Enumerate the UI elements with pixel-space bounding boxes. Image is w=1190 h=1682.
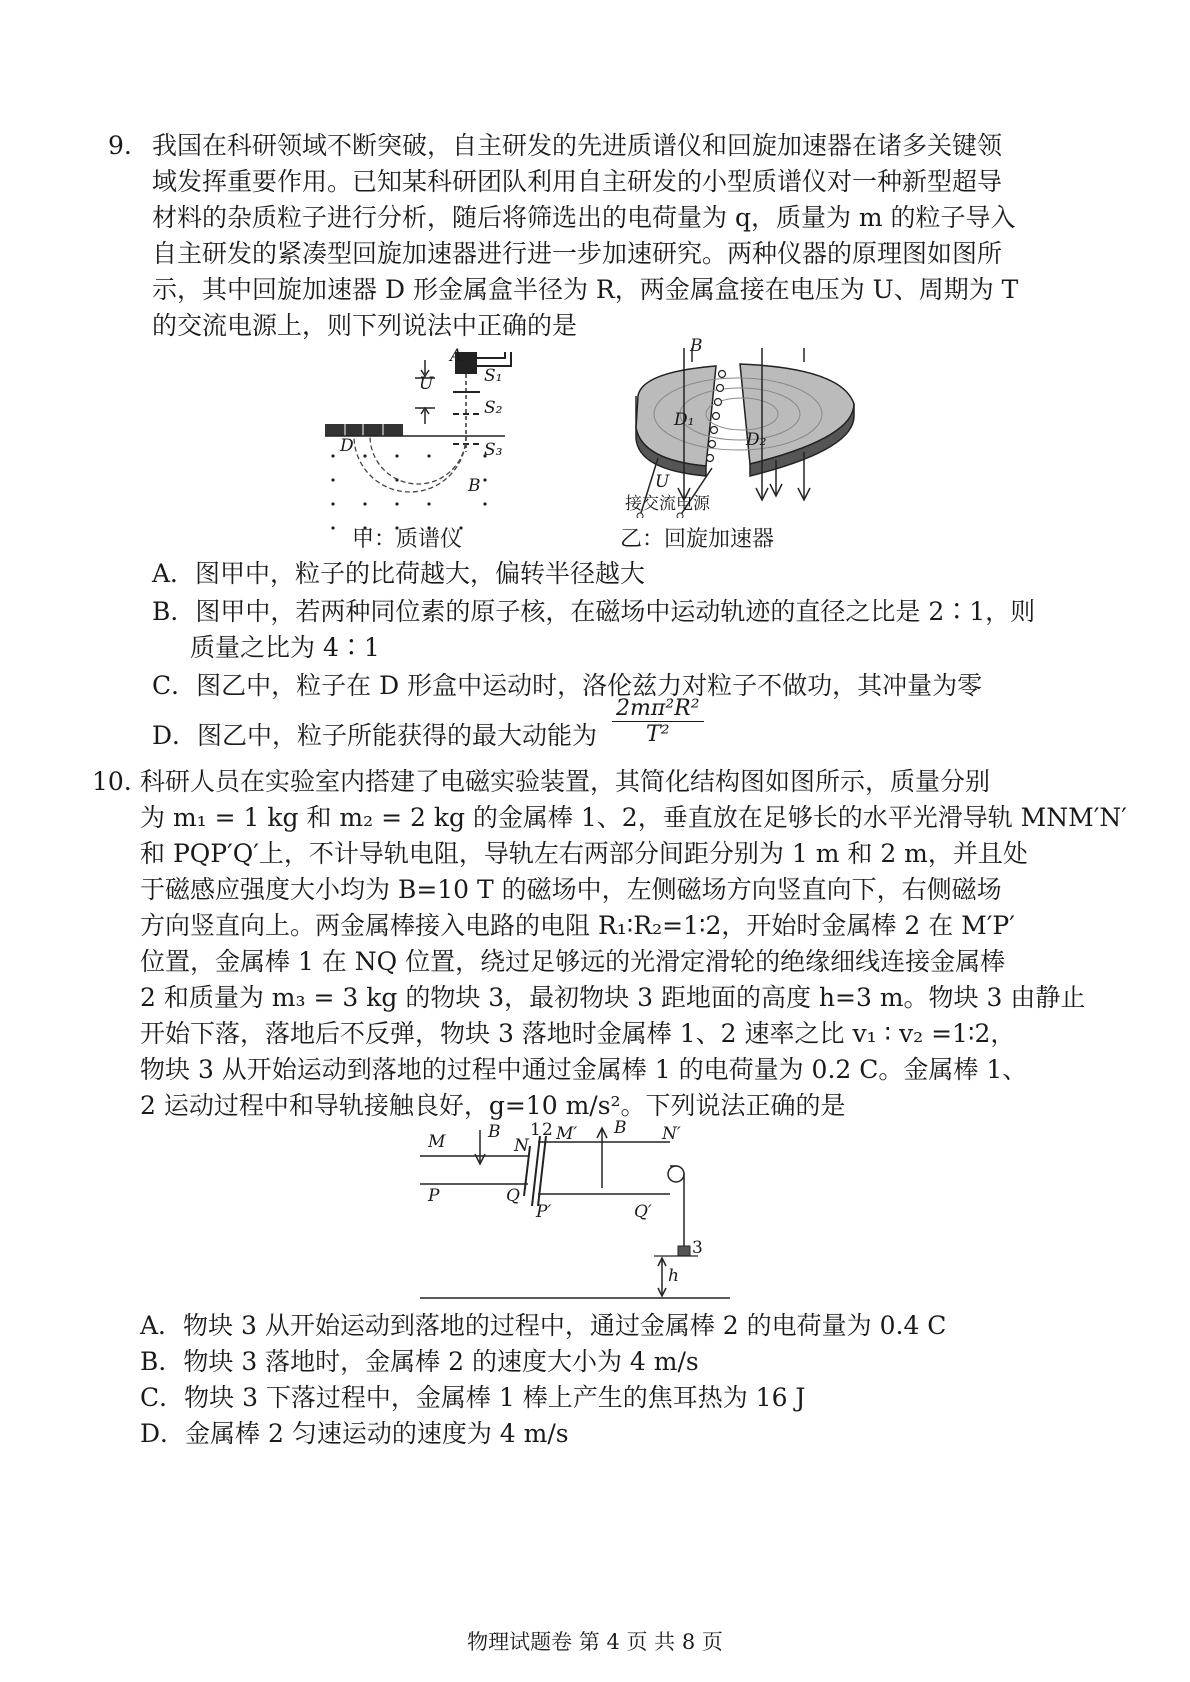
question-10-line-2: 为 m₁ = 1 kg 和 m₂ = 2 kg 的金属棒 1、2，垂直放在足够长的水平光滑导轨 MNM′N′ xyxy=(140,803,1127,832)
question-9-line-2: 域发挥重要作用。已知某科研团队利用自主研发的小型质谱仪对一种新型超导 xyxy=(152,167,1003,196)
question-10-line-10: 2 运动过程中和导轨接触良好，g=10 m/s²。下列说法正确的是 xyxy=(140,1091,846,1120)
fraction-denominator: T² xyxy=(646,722,670,747)
label-p-prime: P′ xyxy=(536,1202,552,1222)
label-q-prime: Q′ xyxy=(634,1202,652,1222)
label-b-right: B xyxy=(614,1118,627,1138)
q9-option-b-line-1: B．图甲中，若两种同位素的原子核，在磁场中运动轨迹的直径之比是 2∶1，则 xyxy=(152,597,1036,626)
question-9-line-5: 示，其中回旋加速器 D 形金属盒半径为 R，两金属盒接在电压为 U、周期为 T xyxy=(152,275,1019,304)
question-10-line-7: 2 和质量为 m₃ = 3 kg 的物块 3，最初物块 3 距地面的高度 h=3 m。物块 3 由静止 xyxy=(140,983,1086,1012)
label-m: M xyxy=(428,1132,446,1152)
label-q: Q xyxy=(506,1186,520,1206)
figure-left-caption: 甲：质谱仪 xyxy=(352,527,463,552)
label-bar-2: 2 xyxy=(542,1120,553,1140)
question-9-line-4: 自主研发的紧凑型回旋加速器进行进一步加速研究。两种仪器的原理图如图所 xyxy=(152,239,1003,268)
block-3 xyxy=(678,1246,690,1256)
label-s2: S₂ xyxy=(484,398,503,418)
question-10-line-4: 于磁感应强度大小均为 B=10 T 的磁场中，左侧磁场方向竖直向下，右侧磁场 xyxy=(140,875,1002,904)
page-footer: 物理试题卷 第 4 页 共 8 页 xyxy=(467,1630,723,1654)
label-s1: S₁ xyxy=(484,366,503,386)
label-m-prime: M′ xyxy=(556,1124,578,1144)
label-bar-1: 1 xyxy=(530,1120,541,1140)
q10-option-b: B．物块 3 落地时，金属棒 2 的速度大小为 4 m/s xyxy=(140,1347,699,1376)
figure-right-caption: 乙：回旋加速器 xyxy=(620,527,775,552)
label-block-3: 3 xyxy=(692,1238,703,1258)
rail-apparatus-diagram xyxy=(420,1122,730,1306)
detector-plate xyxy=(325,424,403,436)
label-n-prime: N′ xyxy=(662,1124,681,1144)
q9-option-a: A．图甲中，粒子的比荷越大，偏转半径越大 xyxy=(152,559,646,588)
question-9-line-3: 材料的杂质粒子进行分析，随后将筛选出的电荷量为 q，质量为 m 的粒子导入 xyxy=(152,203,1016,232)
label-d: D xyxy=(340,436,354,456)
pulley xyxy=(668,1166,684,1182)
q9-option-b-line-2: 质量之比为 4∶1 xyxy=(190,633,380,662)
mass-spectrometer-diagram xyxy=(325,352,555,542)
question-9-number: 9. xyxy=(108,131,132,160)
q9-option-c: C．图乙中，粒子在 D 形盒中运动时，洛伦兹力对粒子不做功，其冲量为零 xyxy=(152,671,983,700)
label-cyclotron-b: B xyxy=(690,336,703,356)
question-10-line-6: 位置，金属棒 1 在 NQ 位置，绕过足够远的光滑定滑轮的绝缘细线连接金属棒 xyxy=(140,947,1006,976)
q10-option-c: C．物块 3 下落过程中，金属棒 1 棒上产生的焦耳热为 16 J xyxy=(140,1383,806,1412)
ac-power-label: 接交流电源 xyxy=(625,494,710,514)
label-h: h xyxy=(668,1266,679,1286)
question-10-line-5: 方向竖直向上。两金属棒接入电路的电阻 R₁∶R₂=1∶2，开始时金属棒 2 在 M′P′ xyxy=(140,911,1015,940)
label-b: B xyxy=(468,476,481,496)
question-10-line-1: 科研人员在实验室内搭建了电磁实验装置，其简化结构图如图所示，质量分别 xyxy=(140,767,991,796)
label-n: N xyxy=(514,1136,529,1156)
label-cyclotron-u: U xyxy=(655,472,670,492)
question-10-line-3: 和 PQP′Q′上，不计导轨电阻，导轨左右两部分间距分别为 1 m 和 2 m，并且处 xyxy=(140,839,1028,868)
label-d1: D₁ xyxy=(674,410,695,430)
question-9-line-6: 的交流电源上，则下列说法中正确的是 xyxy=(152,311,578,340)
q10-option-a: A．物块 3 从开始运动到落地的过程中，通过金属棒 2 的电荷量为 0.4 C xyxy=(140,1311,947,1340)
question-10-line-8: 开始下落，落地后不反弹，物块 3 落地时金属棒 1、2 速率之比 v₁ ∶ v₂ =1∶2， xyxy=(140,1019,1016,1048)
label-b-left: B xyxy=(488,1122,501,1142)
question-10-number: 10. xyxy=(92,767,132,796)
q10-option-d: D．金属棒 2 匀速运动的速度为 4 m/s xyxy=(140,1419,569,1448)
question-10-line-9: 物块 3 从开始运动到落地的过程中通过金属棒 1 的电荷量为 0.2 C。金属棒 1、 xyxy=(140,1055,1028,1084)
label-d2: D₂ xyxy=(746,430,767,450)
trajectory-small xyxy=(370,436,466,484)
q9-option-d: D．图乙中，粒子所能获得的最大动能为 xyxy=(152,721,598,750)
label-u: U xyxy=(419,374,434,394)
question-9-line-1: 我国在科研领域不断突破，自主研发的先进质谱仪和回旋加速器在诸多关键领 xyxy=(152,131,1003,160)
source-inlet-pipe xyxy=(477,352,511,366)
label-p: P xyxy=(428,1186,440,1206)
fraction-numerator: 2mπ²R² xyxy=(612,696,704,722)
label-s3: S₃ xyxy=(484,440,503,460)
label-a: A xyxy=(450,346,463,366)
q9-option-d-fraction xyxy=(612,696,704,747)
